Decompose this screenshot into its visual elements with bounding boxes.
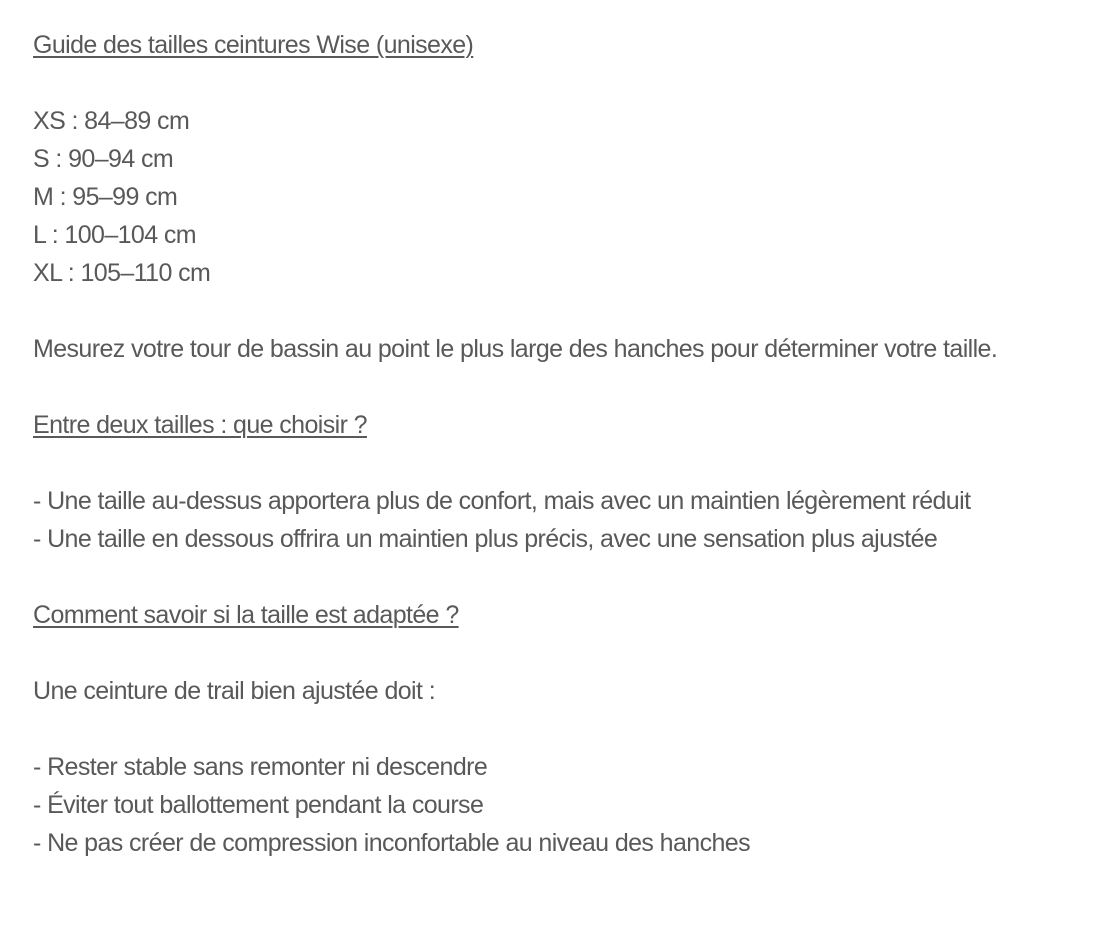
between-sizes-item-down: - Une taille en dessous offrira un maintien plus précis, avec une sensation plus ajustée — [33, 525, 938, 553]
size-item-xs: XS : 84–89 cm — [33, 107, 190, 135]
between-sizes-heading-link[interactable]: Entre deux tailles : que choisir ? — [33, 411, 367, 439]
measure-instruction: Mesurez votre tour de bassin au point le plus large des hanches pour déterminer votre taille. — [33, 335, 998, 363]
size-item-xl: XL : 105–110 cm — [33, 259, 211, 287]
fit-check-heading-row — [33, 596, 1093, 634]
between-sizes-heading-row — [33, 406, 1093, 444]
fit-check-list — [33, 748, 1093, 862]
fit-check-item-no-bounce: - Éviter tout ballottement pendant la course — [33, 791, 484, 819]
size-guide-title-link[interactable]: Guide des tailles ceintures Wise (unisexe) — [33, 31, 474, 59]
spacer — [33, 368, 1093, 406]
size-item-l: L : 100–104 cm — [33, 221, 197, 249]
spacer — [33, 634, 1093, 672]
size-guide-title-row — [33, 26, 1093, 64]
spacer — [33, 292, 1093, 330]
size-item-s: S : 90–94 cm — [33, 145, 174, 173]
between-sizes-list — [33, 482, 1093, 558]
fit-check-item-stable: - Rester stable sans remonter ni descendre — [33, 753, 488, 781]
spacer — [33, 64, 1093, 102]
fit-check-item-no-compression: - Ne pas créer de compression inconfortable au niveau des hanches — [33, 829, 750, 857]
spacer — [33, 558, 1093, 596]
size-item-m: M : 95–99 cm — [33, 183, 178, 211]
size-guide-content — [33, 26, 1093, 862]
spacer — [33, 444, 1093, 482]
size-list — [33, 102, 1093, 292]
fit-check-intro: Une ceinture de trail bien ajustée doit : — [33, 677, 436, 705]
between-sizes-item-up: - Une taille au-dessus apportera plus de confort, mais avec un maintien légèrement réduit — [33, 487, 971, 515]
spacer — [33, 710, 1093, 748]
fit-check-heading-link[interactable]: Comment savoir si la taille est adaptée ? — [33, 601, 459, 629]
